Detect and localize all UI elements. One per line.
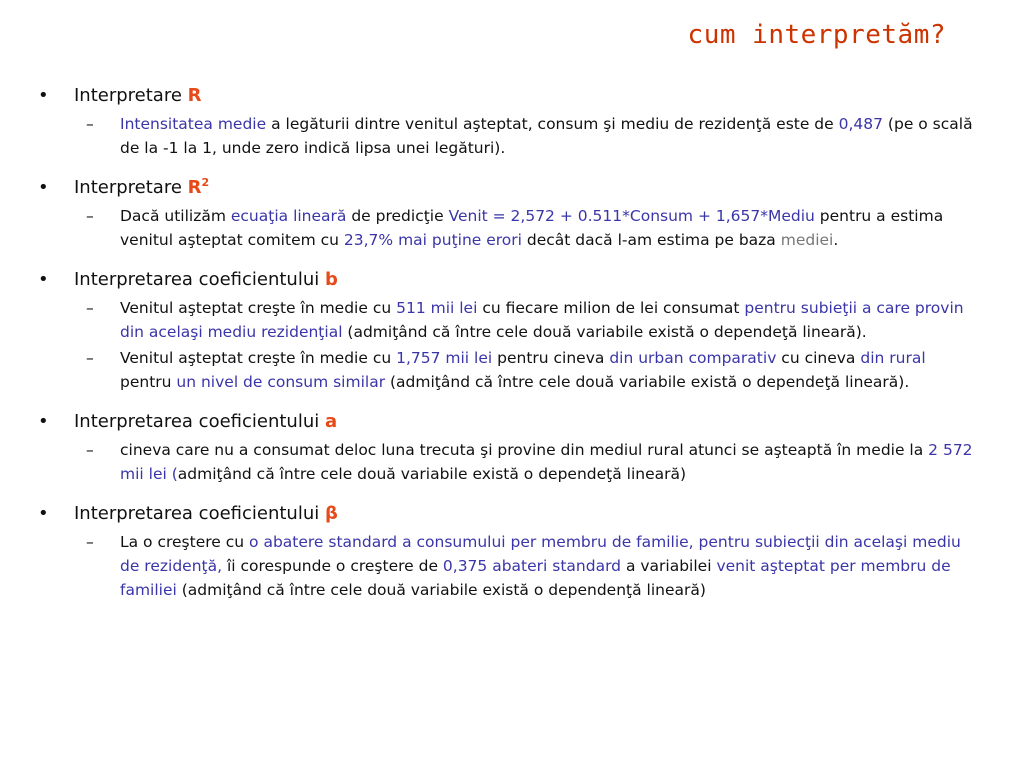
body-text: Venitul aşteptat creşte în medie cu [120, 299, 397, 317]
sub-item-b-2 [38, 346, 978, 394]
sub-item-r-1 [38, 112, 978, 160]
body-text: îi corespunde o creştere de [222, 557, 443, 575]
muted-text: mediei [780, 231, 834, 249]
highlight-text: pentru subieţii a care provin din acelaşi mediu rezidenţial [120, 299, 964, 341]
bullet-label: Interpretare [74, 177, 188, 198]
highlight-text: o abatere standard a consumului per membru de familie, pentru subiecţii din acelaşi mediu de rezidenţă, [120, 533, 961, 575]
bullet-interpretare-r2 [38, 176, 978, 200]
highlight-text: Intensitatea medie [120, 115, 267, 133]
bullet-label: Interpretare [74, 85, 188, 106]
sub-dash: – [86, 533, 94, 551]
sub-dash: – [86, 349, 94, 367]
highlight-text: 0,375 abateri standard [442, 557, 622, 575]
bullet-dot: • [38, 503, 49, 524]
sub-item-beta-1 [38, 530, 978, 602]
bullet-dot: • [38, 411, 49, 432]
highlight-text: venit aşteptat per membru de familiei [120, 557, 951, 599]
sub-dash: – [86, 115, 94, 133]
body-text: (admiţând că între cele două variabile există o dependeţă lineară). [385, 373, 910, 391]
body-text: a variabilei [621, 557, 717, 575]
body-text: admiţând că între cele două variabile există o dependeţă lineară) [177, 465, 687, 483]
body-text: de predicţie [346, 207, 449, 225]
slide-content [38, 84, 978, 618]
body-text: La o creştere cu [120, 533, 250, 551]
sub-dash: – [86, 441, 94, 459]
highlight-text: 2 572 mii lei ( [120, 441, 973, 483]
section-r2 [38, 176, 978, 252]
bullet-dot: • [38, 177, 49, 198]
bullet-dot: • [38, 269, 49, 290]
sub-item-b-1 [38, 296, 978, 344]
bullet-coeficient-b [38, 268, 978, 292]
section-beta [38, 502, 978, 602]
body-text: a legăturii dintre venitul aşteptat, consum şi mediu de rezidenţă este de [266, 115, 839, 133]
sub-dash: – [86, 299, 94, 317]
body-text: pentru [120, 373, 177, 391]
body-text: (admiţând că între cele două variabile există o dependeţă lineară). [342, 323, 867, 341]
body-text: Dacă utilizăm [120, 207, 231, 225]
body-text: . [833, 231, 839, 249]
symbol-superscript: 2 [201, 176, 210, 189]
sub-dash: – [86, 207, 94, 225]
body-text: (pe o scală de la -1 la 1, unde zero indică lipsa unei legături). [120, 115, 973, 157]
highlight-text: 0,487 [838, 115, 883, 133]
symbol-r: R [187, 85, 202, 106]
body-text: cu cineva [776, 349, 861, 367]
sub-item-a-1 [38, 438, 978, 486]
body-text: cu fiecare milion de lei consumat [477, 299, 745, 317]
symbol-a: a [324, 411, 338, 432]
body-text: (admiţând că între cele două variabile există o dependenţă lineară) [176, 581, 706, 599]
bullet-label: Interpretarea coeficientului [74, 269, 325, 290]
body-text: Venitul aşteptat creşte în medie cu [120, 349, 397, 367]
symbol-r2 [188, 177, 210, 198]
bullet-dot: • [38, 85, 49, 106]
highlight-text: din rural [860, 349, 926, 367]
bullet-interpretare-r [38, 84, 978, 108]
section-a [38, 410, 978, 486]
section-r [38, 84, 978, 160]
slide-title: cum interpretăm? [687, 20, 946, 50]
highlight-text: 511 mii lei [396, 299, 478, 317]
section-b [38, 268, 978, 394]
symbol-beta: β [324, 503, 338, 524]
highlight-text: ecuaţia lineară [230, 207, 347, 225]
body-text: pentru a estima venitul aşteptat comitem cu [120, 207, 944, 249]
bullet-coeficient-beta [38, 502, 978, 526]
bullet-coeficient-a [38, 410, 978, 434]
highlight-text: un nivel de consum similar [176, 373, 386, 391]
highlight-text: Venit = 2,572 + 0.511*Consum + 1,657*Mediu [448, 207, 815, 225]
highlight-text: 23,7% mai puţine erori [343, 231, 522, 249]
body-text: decât dacă l-am estima pe baza [521, 231, 781, 249]
highlight-text: din urban comparativ [609, 349, 777, 367]
bullet-label: Interpretarea coeficientului [74, 503, 325, 524]
highlight-text: 1,757 mii lei [396, 349, 493, 367]
bullet-label: Interpretarea coeficientului [74, 411, 325, 432]
symbol-base: R [187, 177, 202, 198]
symbol-b: b [324, 269, 338, 290]
body-text: pentru cineva [492, 349, 610, 367]
sub-item-r2-1 [38, 204, 978, 252]
body-text: cineva care nu a consumat deloc luna trecuta şi provine din mediul rural atunci se aşteaptă în medie la [120, 441, 929, 459]
